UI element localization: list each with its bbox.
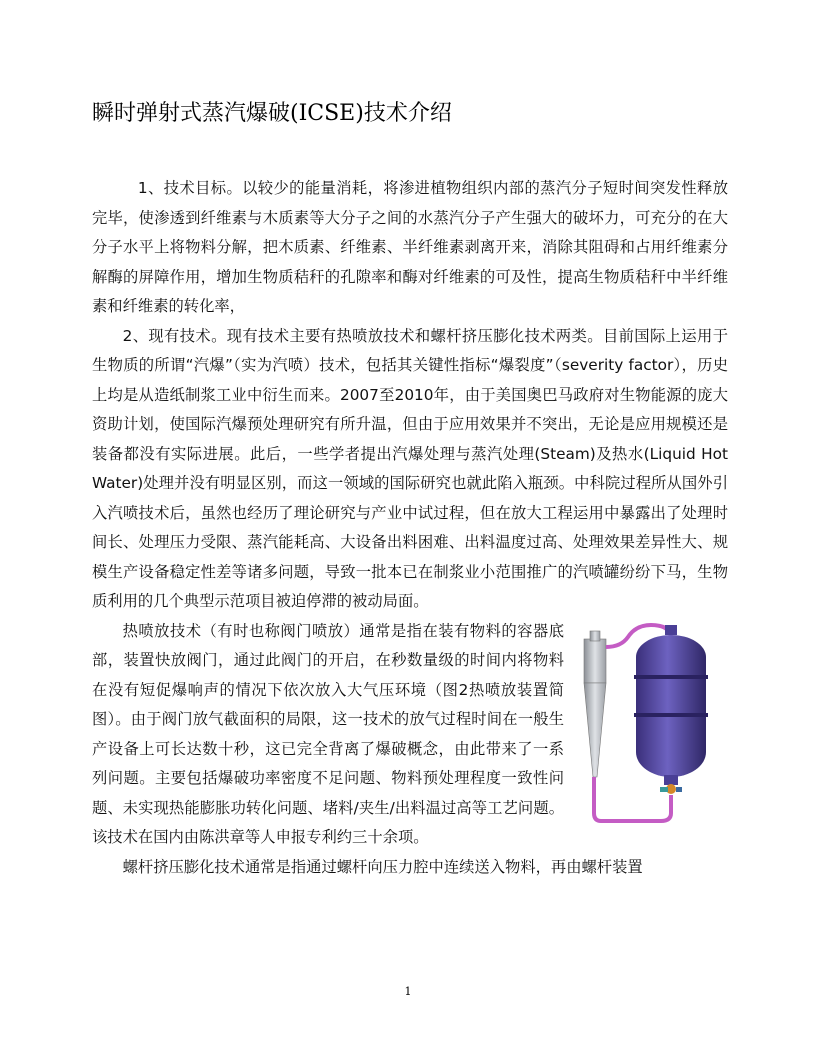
paragraph-hot-blowdown: 热喷放技术（有时也称阀门喷放）通常是指在装有物料的容器底部，装置快放阀门，通过此阀门的开启，在秒数量级的时间内将物料在没有短促爆响声的情况下依次放入大气压环境（图2热喷放装置简图）。由于阀门放气截面积的局限，这一技术的放气过程时间在一般生产设备上可长达数十秒，这已完全背离了爆破概念，由此带来了一系列问题。主要包括爆破功率密度不足问题、物料预处理程度一致性问题、未实现热能膨胀功转化问题、堵料/夹生/出料温过高等工艺问题。该技术在国内由陈洪章等人申报专利约三十余项。	[92, 621, 564, 846]
paragraph-existing-technology: 2、现有技术。现有技术主要有热喷放技术和螺杆挤压膨化技术两类。目前国际上运用于生物质的所谓“汽爆”（实为汽喷）技术，包括其关键性指标“爆裂度”（severity factor），历史上均是从造纸制浆工业中衍生而来。2007至2010年，由于美国奥巴马政府对生物能源的庞大资助计划，使国际汽爆预处理研究有所升温，但由于应用效果并不突出，无论是应用规模还是装备都没有实际进展。此后，一些学者提出汽爆处理与蒸汽处理(Steam)及热水(Liquid Hot Water)处理并没有明显区别，而这一领域的国际研究也就此陷入瓶颈。中科院过程所从国外引入汽喷技术后，虽然也经历了理论研究与产业中试过程，但在放大工程运用中暴露出了处理时间长、处理压力受限、蒸汽能耗高、大设备出料困难、出料温度过高、处理效果差异性大、规模生产设备稳定性差等诸多问题，导致一批本已在制浆业小范围推广的汽喷罐纷纷下马，生物质利用的几个典型示范项目被迫停滞的被动局面。	[92, 326, 728, 610]
paragraph-screw-extrusion: 螺杆挤压膨化技术通常是指通过螺杆向压力腔中连续送入物料，再由螺杆装置	[122, 857, 643, 876]
paragraph-hot-blowdown-wrap	[92, 617, 728, 853]
document-title: 瞬时弹射式蒸汽爆破(ICSE)技术介绍	[92, 101, 452, 126]
document-body	[92, 174, 728, 882]
steam-explosion-apparatus-icon	[576, 617, 728, 827]
page-number: 1	[404, 985, 412, 998]
paragraph-technical-goal: 1、技术目标。以较少的能量消耗，将渗进植物组织内部的蒸汽分子短时间突发性释放完毕，使渗透到纤维素与木质素等大分子之间的水蒸汽分子产生强大的破坏力，可充分的在大分子水平上将物料分解，把木质素、纤维素、半纤维素剥离开来，消除其阻碍和占用纤维素分解酶的屏障作用，增加生物质秸秆的孔隙率和酶对纤维素的可及性，提高生物质秸秆中半纤维素和纤维素的转化率，	[92, 179, 728, 315]
